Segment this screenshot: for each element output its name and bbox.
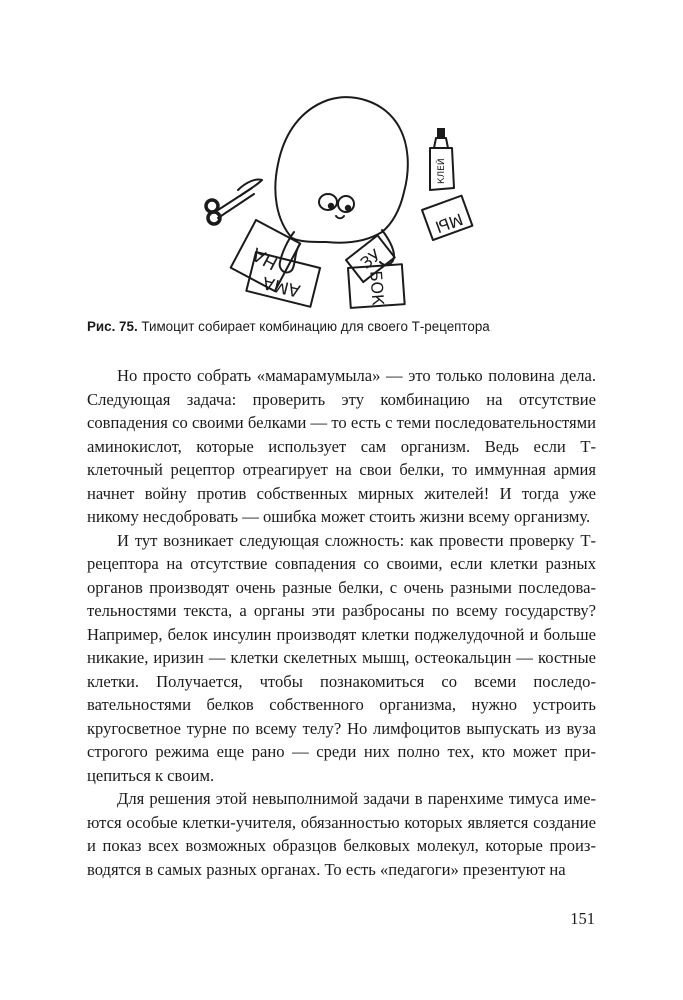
paragraph: И тут возникает следующая сложность: как провести проверку Т-рецептора на отсутствие совпадения со своими, если клетки разных органов производят очень разные белки, с очень разными последовательностями текста, а органы эти разбросаны по всему государству? Например, белок инсулин производят клетки поджелудочной и больше никакие, иризин — клетки скелетных мышц, остеокальцин — костные клетки. Получается, чтобы познакомиться со всеми последовательностями белков собственного организма, нужно устроить кругосветное турне по всему телу? Но лимфоцитов выпускать из вуза строгого режима еще рано — среди них полно тех, кто может прицепиться к своим. — [87, 530, 596, 785]
paper-label-my: МЫ — [432, 209, 466, 237]
paper-label-zu: ЗУ — [356, 245, 385, 273]
scissors-icon — [206, 179, 262, 224]
page-number: 151 — [570, 909, 595, 928]
left-pupil — [328, 203, 334, 209]
thymocyte-body — [275, 97, 407, 242]
paper-label-bok: БОК — [366, 269, 388, 307]
thymocyte-illustration — [196, 92, 480, 316]
body-text — [87, 364, 596, 881]
mouth — [336, 216, 344, 218]
thymocyte-drawing — [196, 92, 480, 316]
paper-label-na: НА — [248, 242, 282, 274]
glue-bottle-icon — [430, 128, 454, 190]
right-pupil — [345, 205, 351, 211]
figure-caption — [87, 318, 607, 336]
paper-bok — [348, 264, 405, 308]
paper-my — [422, 196, 472, 240]
paper-label-ama: АМА — [260, 271, 303, 301]
left-eye — [319, 194, 337, 210]
paragraph: Но просто собрать «мамарамумыла» — это только половина дела. Следующая задача: проверить эту комбинацию на отсутствие совпадения со своими белками — то есть с теми последовательностями аминокислот, которые использует сам организм. Ведь если Т-клеточный рецептор отреагирует на свои белки, то иммунная армия начнет войну против собственных мирных жителей! И тогда уже никому несдобровать — ошибка может стоить жизни всему организму. — [87, 366, 596, 526]
paragraph: Для решения этой невыполнимой задачи в паренхиме тимуса имеются особые клетки-учителя, обязанностью которых является создание и показ всех возможных образцов белковых молекул, которые производятся в самых разных органах. То есть «педагоги» презентуют на — [87, 789, 596, 879]
caption-label: Рис. 75. — [87, 319, 138, 334]
glue-label: КЛЕЙ — [437, 158, 447, 184]
caption-text: Тимоцит собирает комбинацию для своего Т-рецептора — [137, 319, 490, 334]
